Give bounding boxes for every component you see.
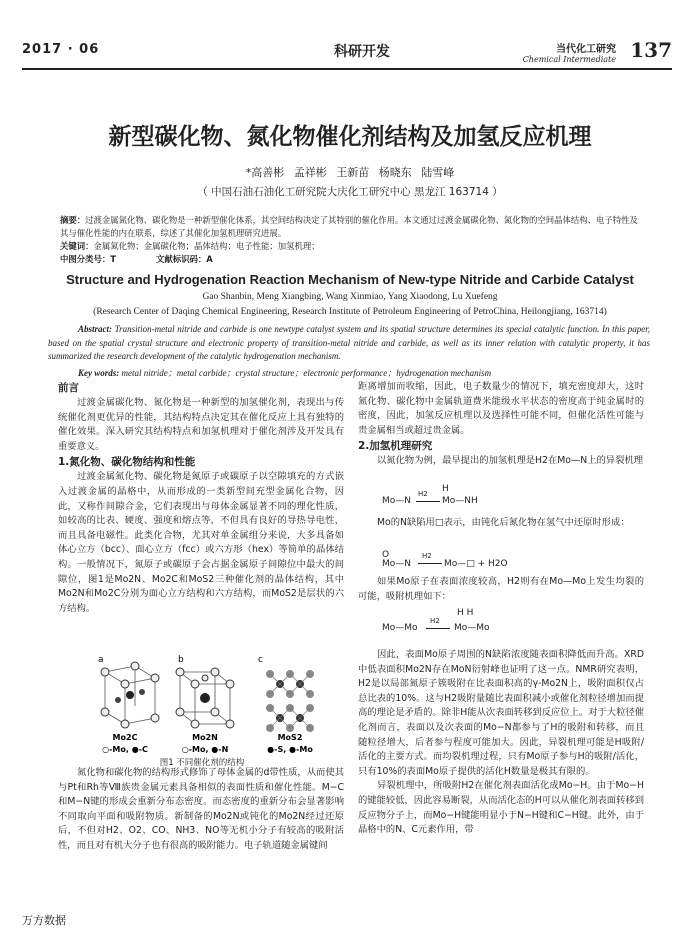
figure-caption: 图1 不同催化剂的结构	[159, 758, 245, 768]
english-abstract-text: Transition-metal nitride and carbide is one newtype catalyst system and its spatial structure determines its special catalytic function. In this paper, based on the spatial crystal structure and electronic property of transition-metal nitride and carbide, as well as its inner relation with catalytic property, it has summarized the research development of the catalytic hydrogenation mechanism.	[48, 324, 651, 361]
keywords-label: 关键词：	[60, 241, 94, 251]
running-header	[22, 36, 672, 66]
page-number: 137	[630, 38, 672, 62]
paper-title: 新型碳化物、氮化物催化剂结构及加氢反应机理	[108, 124, 592, 150]
left-column-bottom	[58, 766, 344, 854]
paragraph: 因此，表面Mo原子周围的N缺陷浓度随表面积降低而升高。XRD中低表面积Mo2N存在MoN衍射峰也证明了这一点。NMR研究表明，H2是以局部氮原子簇吸附在比表面积高的γ-Mo2N上，吸附面积仅占总比表的10%。这与H2吸附量随比表面积减小或催化剂粒径增加而提高的理论是矛盾的。除非H能从次表面转移到反应位上。对于大粒径催化剂而言，表面以及次表面的Mo−N都参与了H的吸附和转移，而且随粒径增大，后者参与程度可能加大。因此，异裂机理可能是H吸附/活化的主要方式。而均裂机理过程，只有Mo原子参与H的吸附/活化，只有10%的表面Mo原子提供的活化H数量是极其有限的。	[358, 649, 644, 777]
author-list: *高善彬 孟祥彬 王新苗 杨晓东 陆雪峰	[245, 166, 455, 179]
clc-label: 中图分类号：	[60, 254, 111, 264]
crystal-structure-figure	[80, 652, 325, 757]
right-column-d	[358, 648, 644, 838]
english-abstract: Abstract: Transition-metal nitride and carbide is one newtype catalyst system and its spatial structure determines its special catalytic function. In this paper, based on the spatial crystal structure and electronic property of transition-metal nitride and carbide, as well as its inner relation with catalytic property, it has summarized the research development of the catalytic hydrogenation mechanism.	[48, 324, 651, 361]
doc-value: A	[206, 254, 213, 264]
english-title: Structure and Hydrogenation Reaction Mechanism of New-type Nitride and Carbide Catalyst	[66, 272, 634, 287]
section-heading: 1.氮化物、碳化物结构和性能	[58, 456, 196, 469]
structure-b	[176, 655, 234, 728]
legend-mo2n: ○-Mo, ●-N	[181, 745, 229, 754]
paragraph: 氮化物和碳化物的结构形式修饰了母体金属的d带性质，从而使其与Pt和Rh等Ⅷ族贵金属元素具备相似的表面性质和催化性能。M−C和M−N键的形成会重新分布态密度。而态密度的重新分布会显著影响不同取向平面和吸附物质。新制备的Mo2N或钝化的Mo2N经过还原后，不但对H2、O2、CO、NH3、NO等无机小分子有较高的吸附活性，而且对有机大分子也有很高的吸附能力。电子轨道随金属键间	[58, 767, 344, 851]
english-keywords: Key words: metal nitride；metal carbide；crystal structure；electronic performance；hydrogenation mechanism	[78, 368, 492, 378]
reaction-scheme-1: H H2 Mo—N Mo—NH	[382, 484, 478, 506]
keywords-text: 金属氮化物；金属碳化物；晶体结构；电子性能；加氢机理；	[93, 241, 320, 251]
abstract-label: 摘要：	[60, 215, 86, 225]
english-keywords-label: Key words	[78, 368, 117, 378]
journal-name-cn: 当代化工研究	[556, 44, 616, 55]
issue-number: 2017 · 06	[22, 42, 100, 57]
paragraph: Mo的N缺陷用□表示，由钝化后氮化物在氢气中还原时形成：	[377, 517, 630, 528]
english-affiliation: (Research Center of Daqing Chemical Engineering, Research Institute of Petroleum Engineering of PetroChina, Heilongjiang, 163714)	[93, 307, 607, 317]
paragraph: 异裂机理中，所吸附H2在催化剂表面活化成Mo−H。由于Mo−H的键能较低，因此容易断裂，从而活化态的H可以从催化剂表面转移到反应物分子上，而Mo−H键能明显小于N−H键和C−H键。此外，由于晶格中的N、C元素作用，带	[358, 780, 644, 836]
right-column-a	[358, 380, 644, 469]
abstract-text: 过渡金属氮化物、碳化物是一种新型催化体系，其空间结构决定了其特别的催化作用。本文通过过渡金属碳化物、氮化物的空间晶体结构、电子特性及其与催化性能的内在联系，综述了其催化加氢机理研究进展。	[60, 215, 638, 238]
paragraph: 以氮化物为例，最早提出的加氢机理是H2在Mo—N上的异裂机理	[377, 455, 643, 467]
section-heading: 前言	[58, 382, 79, 394]
structure-name-mos2: MoS2	[277, 733, 303, 742]
section-heading: 2.加氢机理研究	[358, 440, 433, 453]
abstract-cn	[60, 214, 640, 266]
footer-watermark: 万方数据	[22, 914, 66, 927]
panel-label-a: a	[98, 655, 104, 665]
structure-a	[98, 655, 159, 728]
reaction-scheme-2: O H2 Mo—N Mo—□ + H2O	[382, 550, 508, 569]
right-column-c	[358, 575, 644, 604]
reaction-scheme-3: H H H2 Mo—Mo Mo—Mo	[382, 608, 490, 633]
structure-name-mo2c: Mo2C	[112, 733, 138, 742]
paragraph: 过渡金属碳化物、氮化物是一种新型的加氢催化剂，表现出与传统催化剂更优异的性能，其结构特点决定其在催化反应上具有独特的催化效果。深入研究其结构特点和加氢机理对于催化剂涉及开发具有重要意义。	[58, 397, 344, 452]
header-rule	[22, 68, 672, 70]
column-title: 科研开发	[334, 44, 390, 60]
english-authors: Gao Shanbin, Meng Xiangbing, Wang Xinmiao, Yang Xiaodong, Lu Xuefeng	[202, 292, 498, 302]
doc-label: 文献标识码：	[155, 254, 207, 264]
journal-brand	[523, 40, 616, 64]
paragraph: 距离增加而收缩，因此，电子数量少的情况下，填充密度却大，这时氮化物、碳化物中金属轨道费米能级水平状态的密度高于纯金属时的密度，因此，加氢反应机理以及选择性可能不同，但催化活性可能与贵金属相当或超过贵金属。	[358, 381, 644, 436]
english-abstract-label: Abstract	[78, 324, 110, 334]
structure-c	[258, 655, 314, 732]
paragraph: 过渡金属氮化物、碳化物是氮原子或碳原子以空隙填充的方式嵌入过渡金属的晶格中，从而形成的一类新型间充型金属化合物，因此，又称作间隙合金，它们表现出与母体金属显著不同的理化性质，如较高的比表、硬度、强度和熔点等，不但具有良好的导热导电性，而且具备电磁性。此类化合物，尤其对单金属组分来说，大多具备如体心立方（bcc）、面心立方（fcc）或六方形（hex）等简单的晶体结构。一般情况下，氮原子或碳原子会占据金属原子间隙位中最大的间隙位，图1是Mo2N、Mo2C和MoS2三种催化剂的晶体结构，其中Mo2N和Mo2C分别为面心立方结构和六方结构，而MoS2是层状的六方结构。	[58, 471, 344, 614]
legend-mos2: ●-S, ●-Mo	[267, 745, 313, 754]
left-column-top	[58, 380, 344, 616]
english-keywords-text: metal nitride；metal carbide；crystal structure；electronic performance；hydrogenation mechanism	[121, 368, 492, 378]
paragraph: 如果Mo原子在表面浓度较高，H2则有在Mo—Mo上发生均裂的可能，吸附机理如下：	[358, 576, 644, 602]
panel-label-b: b	[178, 655, 184, 665]
structure-name-mo2n: Mo2N	[192, 733, 218, 742]
panel-label-c: c	[258, 655, 263, 665]
legend-mo2c: ○-Mo, ●-C	[102, 745, 148, 754]
clc-value: T	[110, 254, 116, 264]
right-column-b	[358, 516, 644, 531]
affiliation: （ 中国石油石油化工研究院大庆化工研究中心 黑龙江 163714 ）	[197, 186, 503, 198]
journal-name-en: Chemical Intermediate	[522, 55, 616, 64]
